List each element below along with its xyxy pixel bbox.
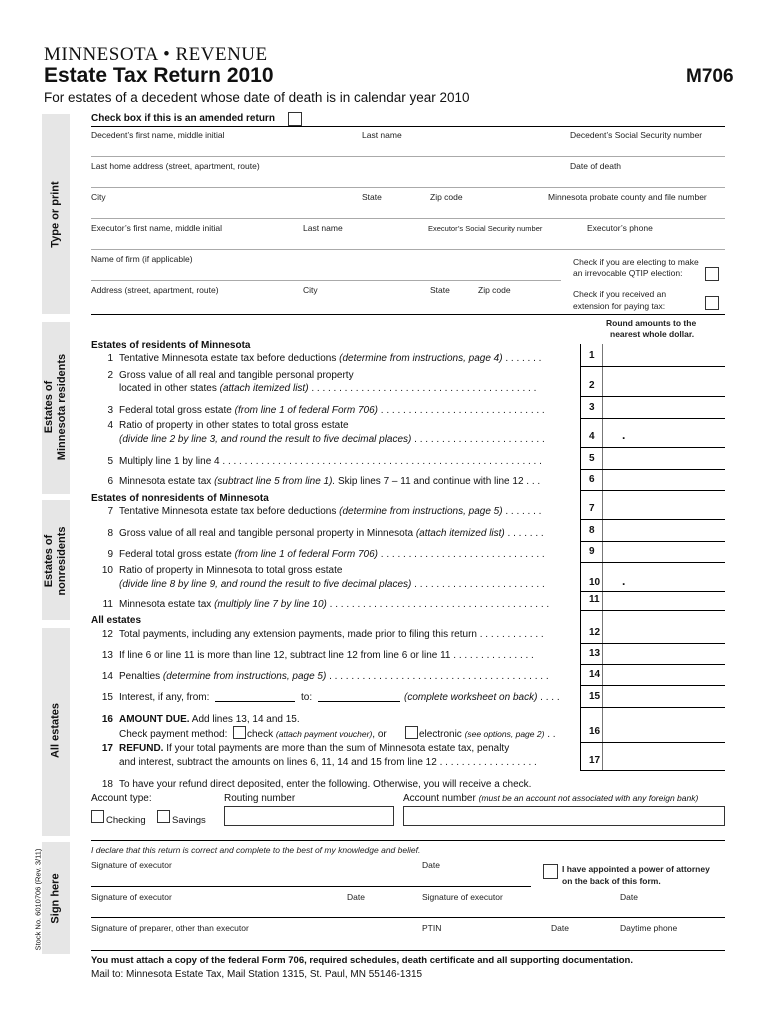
section-nonresidents: Estates of nonresidents of Minnesota [91, 493, 269, 504]
interest-to-field[interactable] [318, 701, 400, 702]
line-6: 6 Minnesota estate tax (subtract line 5 from line 1). Skip lines 7 – 11 and continue with line 12 . . . [107, 476, 541, 487]
payment-electronic-checkbox[interactable] [405, 726, 418, 739]
line-5: 5 Multiply line 1 by line 4 . . . . . . . . . . . . . . . . . . . . . . . . . . . . . . . . . . . . . . . . . . . . . . . . . . . . . . . . . . [107, 456, 542, 467]
line-1: 1 Tentative Minnesota estate tax before deductions (determine from instructions, page 4) . . . . . . . [107, 353, 542, 364]
field-firm-address[interactable]: Address (street, apartment, route) [91, 285, 219, 295]
savings-checkbox[interactable] [157, 810, 170, 823]
line-12: 12 Total payments, including any extension payments, made prior to filing this return . . . . . . . . . . . . [101, 629, 544, 640]
line-13: 13 If line 6 or line 11 is more than line 12, subtract line 12 from line 6 or line 11 . . . . . . . . . . . . . . . [101, 650, 534, 661]
preparer-date[interactable]: Date [551, 923, 569, 933]
field-exec-last[interactable]: Last name [303, 223, 343, 233]
box-number: 11 [589, 594, 600, 605]
section-all: All estates [91, 615, 142, 626]
line-15: 15 Interest, if any, from: [101, 692, 210, 703]
poa-label-2: on the back of this form. [562, 876, 661, 886]
signature-executor-1[interactable]: Signature of executor [91, 860, 172, 870]
payment-check-checkbox[interactable] [233, 726, 246, 739]
savings-label: Savings [172, 815, 206, 826]
line-9: 9 Federal total gross estate (from line 1 of federal Form 706) . . . . . . . . . . . . . . . . . . . . . . . . . . . . . . [107, 549, 545, 560]
decimal-point: . [622, 428, 626, 442]
line-14: 14 Penalties (determine from instructions, page 5) . . . . . . . . . . . . . . . . . . . . . . . . . . . . . . . . . . . . . . . . [101, 671, 549, 682]
section-residents: Estates of residents of Minnesota [91, 340, 251, 351]
field-exec-first[interactable]: Executor’s first name, middle initial [91, 223, 223, 233]
line-8: 8 Gross value of all real and tangible personal property in Minnesota (attach itemized list) . . . . . . . [107, 528, 544, 539]
qtip-checkbox[interactable] [705, 267, 719, 281]
field-firm-state[interactable]: State [430, 285, 450, 295]
box-number: 9 [589, 546, 595, 557]
payment-check-label: check (attach payment voucher), or [247, 729, 387, 740]
checking-checkbox[interactable] [91, 810, 104, 823]
side-label-type-print: Type or print [49, 181, 62, 248]
box-number: 4 [589, 431, 595, 442]
side-label-nonresidents: Estates of nonresidents [43, 526, 68, 596]
box-number: 7 [589, 503, 595, 514]
signature-date-2[interactable]: Date [347, 892, 365, 902]
field-city[interactable]: City [91, 192, 106, 202]
side-label-all: All estates [49, 702, 62, 759]
poa-label-1: I have appointed a power of attorney [562, 864, 710, 874]
routing-label: Routing number [224, 793, 296, 804]
line-16-method: Check payment method: [119, 729, 228, 740]
field-firm[interactable]: Name of firm (if applicable) [91, 254, 193, 264]
round-note-2: nearest whole dollar. [610, 329, 695, 339]
attach-instructions: You must attach a copy of the federal Form 706, required schedules, death certificate and all supporting documentation. [91, 955, 633, 966]
field-county[interactable]: Minnesota probate county and file number [548, 192, 707, 202]
signature-date-3[interactable]: Date [620, 892, 638, 902]
line-18: 18 To have your refund direct deposited, enter the following. Otherwise, you will receive a check. [101, 779, 532, 790]
interest-from-field[interactable] [215, 701, 295, 702]
box-number: 12 [589, 627, 601, 638]
side-label-sign: Sign here [49, 873, 62, 924]
side-label-residents: Estates of Minnesota residents [43, 353, 68, 461]
agency-name: MINNESOTA • REVENUE [44, 44, 268, 65]
box-number: 8 [589, 525, 595, 536]
box-number: 16 [589, 726, 601, 737]
box-number: 17 [589, 755, 601, 766]
box-number: 6 [589, 474, 595, 485]
interest-to-label: to: [301, 692, 313, 703]
field-firm-city[interactable]: City [303, 285, 318, 295]
field-first-name[interactable]: Decedent’s first name, middle initial [91, 130, 225, 140]
account-type-label: Account type: [91, 793, 152, 804]
box-number: 15 [589, 691, 601, 702]
line-17-cont: and interest, subtract the amounts on lines 6, 11, 14 and 15 from line 12 . . . . . . . . . . . . . . . . . . [119, 757, 537, 768]
qtip-label-1: Check if you are electing to make [573, 257, 699, 267]
field-date-death[interactable]: Date of death [570, 161, 622, 171]
signature-date-1[interactable]: Date [422, 860, 440, 870]
box-number: 13 [589, 648, 601, 659]
signature-executor-2[interactable]: Signature of executor [91, 892, 172, 902]
preparer-ptin[interactable]: PTIN [422, 923, 442, 933]
qtip-label-2: an irrevocable QTIP election: [573, 268, 683, 278]
interest-worksheet-note: (complete worksheet on back) . . . . [404, 692, 560, 703]
box-number: 1 [589, 350, 595, 361]
field-ssn[interactable]: Decedent’s Social Security number [570, 130, 703, 140]
line-10: 10 Ratio of property in Minnesota to total gross estate [101, 565, 343, 576]
field-firm-zip[interactable]: Zip code [478, 285, 511, 295]
line-7: 7 Tentative Minnesota estate tax before deductions (determine from instructions, page 5) . . . . . . . [107, 506, 542, 517]
amended-checkbox[interactable] [288, 112, 302, 126]
box-number: 10 [589, 577, 601, 588]
line-10-cont: (divide line 8 by line 9, and round the result to five decimal places) . . . . . . . . . . . . . . . . . . . . . . . . [119, 579, 545, 590]
line-16: 16 AMOUNT DUE. Add lines 13, 14 and 15. [101, 714, 300, 725]
preparer-phone[interactable]: Daytime phone [620, 923, 678, 933]
line-11: 11 Minnesota estate tax (multiply line 7 by line 10) . . . . . . . . . . . . . . . . . . . . . . . . . . . . . . . . . . . . . . . . [102, 599, 550, 610]
signature-executor-3[interactable]: Signature of executor [422, 892, 503, 902]
ext-label-1: Check if you received an [573, 289, 667, 299]
poa-checkbox[interactable] [543, 864, 558, 879]
form-title: Estate Tax Return 2010 [44, 64, 274, 87]
line-4-cont: (divide line 2 by line 3, and round the result to five decimal places) . . . . . . . . . . . . . . . . . . . . . . . . [119, 434, 545, 445]
line-3: 3 Federal total gross estate (from line 1 of federal Form 706) . . . . . . . . . . . . . . . . . . . . . . . . . . . . . . [107, 405, 545, 416]
box-number: 2 [589, 380, 595, 391]
field-exec-ssn[interactable]: Executor’s Social Security number [428, 224, 543, 233]
line-2-cont: located in other states (attach itemized list) . . . . . . . . . . . . . . . . . . . . . . . . . . . . . . . . . . . . . . . . . [119, 383, 537, 394]
checking-label: Checking [106, 815, 146, 826]
field-state[interactable]: State [362, 192, 382, 202]
line-2: 2 Gross value of all real and tangible personal property [107, 370, 354, 381]
payment-electronic-label: electronic (see options, page 2) . . [419, 729, 556, 740]
form-number: M706 [686, 66, 734, 87]
round-note-1: Round amounts to the [606, 318, 697, 328]
form-subtitle: For estates of a decedent whose date of death is in calendar year 2010 [44, 90, 470, 105]
amended-label: Check box if this is an amended return [91, 113, 275, 124]
box-number: 14 [589, 669, 601, 680]
decimal-point: . [622, 574, 626, 588]
preparer-signature[interactable]: Signature of preparer, other than executor [91, 923, 249, 933]
mail-address: Mail to: Minnesota Estate Tax, Mail Station 1315, St. Paul, MN 55146-1315 [91, 969, 423, 980]
stock-number: Stock No. 6010706 (Rev. 3/11) [33, 848, 43, 951]
field-last-name[interactable]: Last name [362, 130, 402, 140]
account-label: Account number (must be an account not associated with any foreign bank) [403, 793, 699, 804]
field-zip[interactable]: Zip code [430, 192, 463, 202]
ext-label-2: extension for paying tax: [573, 301, 666, 311]
box-number: 5 [589, 453, 595, 464]
box-number: 3 [589, 402, 595, 413]
declaration: I declare that this return is correct and complete to the best of my knowledge and belief. [91, 845, 421, 855]
account-number-field[interactable] [403, 806, 725, 826]
field-exec-phone[interactable]: Executor’s phone [587, 223, 653, 233]
line-17: 17 REFUND. If your total payments are more than the sum of Minnesota estate tax, penalty [101, 743, 510, 754]
field-address[interactable]: Last home address (street, apartment, route) [91, 161, 260, 171]
line-4: 4 Ratio of property in other states to total gross estate [107, 420, 349, 431]
extension-checkbox[interactable] [705, 296, 719, 310]
routing-number-field[interactable] [224, 806, 394, 826]
